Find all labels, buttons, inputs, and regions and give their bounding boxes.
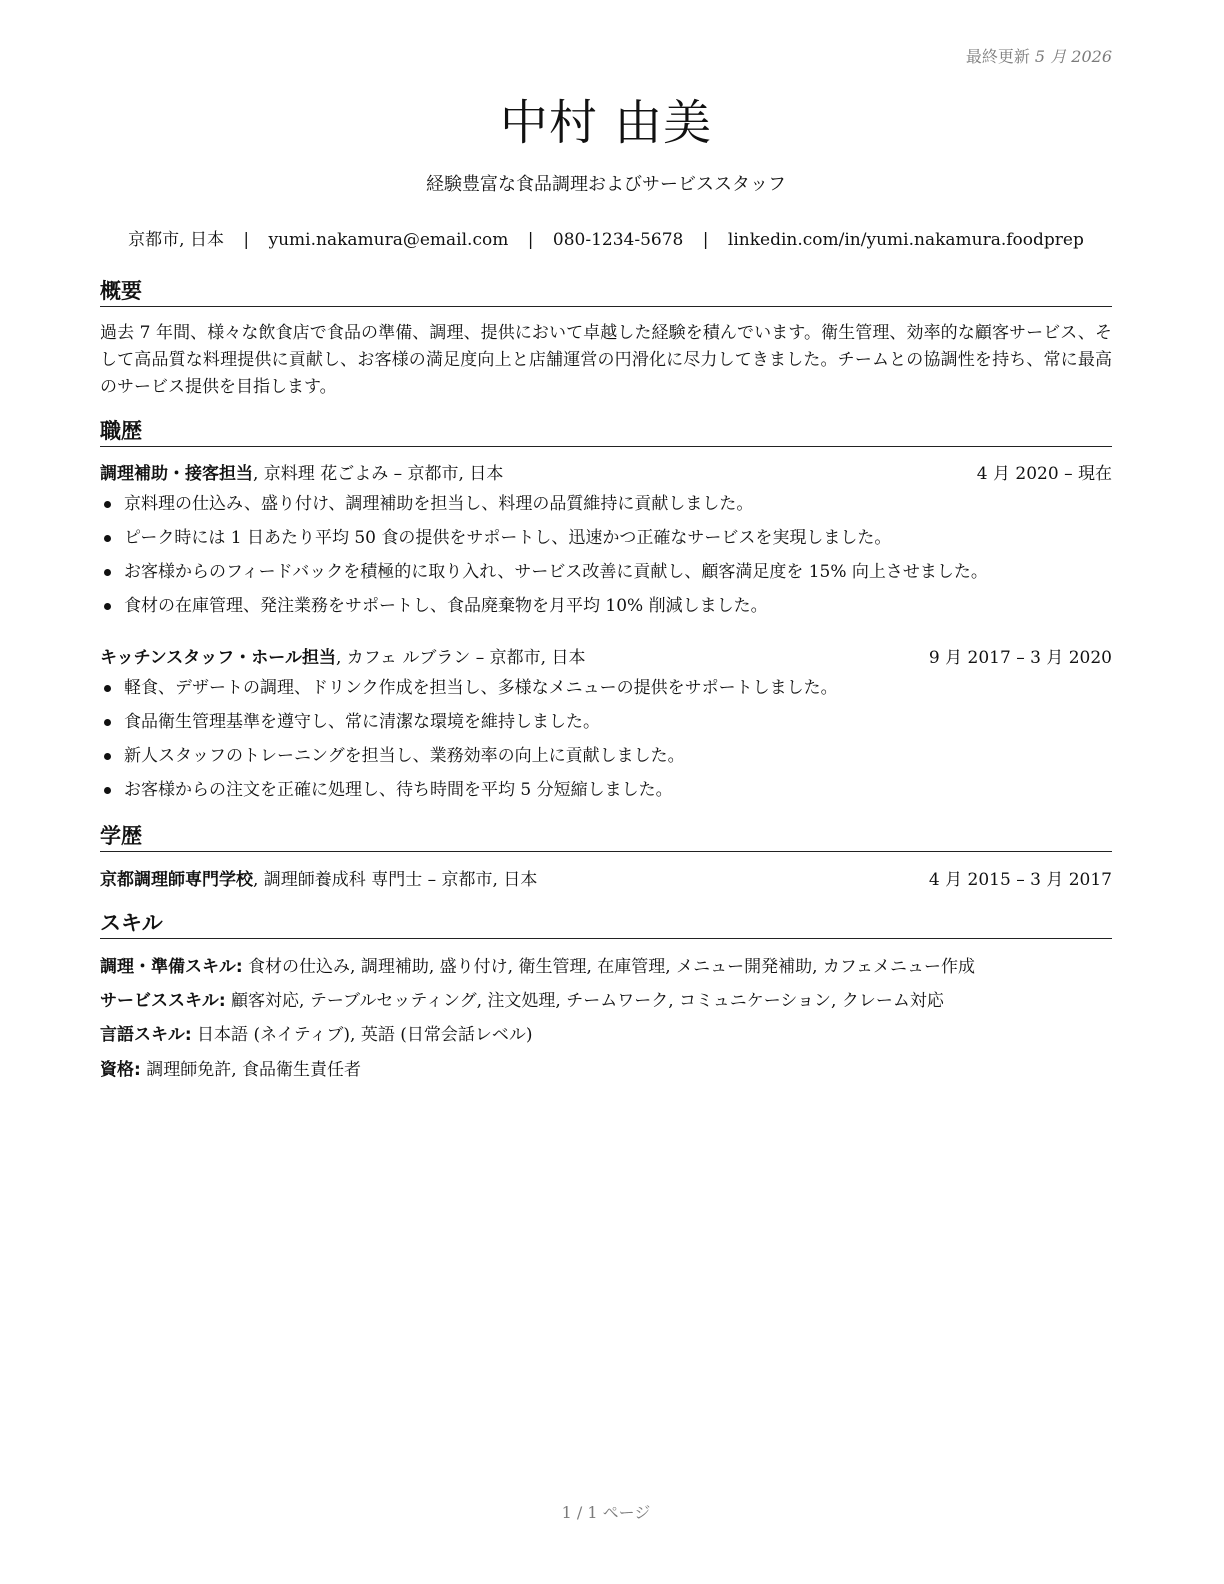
- section-title-summary: 概要: [100, 278, 1112, 307]
- bullet-text: お客様からのフィードバックを積極的に取り入れ、サービス改善に貢献し、顧客満足度を 15% 向上させました。: [124, 562, 988, 582]
- contact-separator: |: [527, 230, 534, 250]
- skill-label: 調理・準備スキル:: [100, 957, 243, 977]
- list-item: [100, 589, 1112, 623]
- contact-email-link[interactable]: yumi.nakamura@email.com: [268, 230, 509, 250]
- bullet-icon: [104, 787, 111, 794]
- last-updated-label: 最終更新: [965, 47, 1030, 66]
- contact-separator: |: [243, 230, 250, 250]
- bullet-text: 食品衛生管理基準を遵守し、常に清潔な環境を維持しました。: [124, 712, 600, 732]
- last-updated: [966, 44, 1112, 67]
- resume-page: [100, 0, 1112, 1584]
- skill-line: [100, 989, 1112, 1013]
- list-item: [100, 671, 1112, 705]
- contact-location: 京都市, 日本: [128, 230, 224, 250]
- bullet-icon: [104, 719, 111, 726]
- skill-label: サービススキル:: [100, 991, 226, 1011]
- section-title-education: 学歴: [100, 823, 1112, 852]
- education-school: 京都調理師専門学校: [100, 870, 253, 890]
- job-bullets: [100, 487, 1112, 623]
- list-item: [100, 739, 1112, 773]
- bullet-icon: [104, 753, 111, 760]
- job-dates: 4 月 2020 – 現在: [976, 464, 1112, 484]
- job-org-location: , カフェ ルブラン – 京都市, 日本: [335, 648, 586, 668]
- skill-value: 日本語 (ネイティブ), 英語 (日常会話レベル): [191, 1025, 533, 1045]
- bullet-text: ピーク時には 1 日あたり平均 50 食の提供をサポートし、迅速かつ正確なサービスを実現しました。: [124, 528, 892, 548]
- education-dates: 4 月 2015 – 3 月 2017: [928, 870, 1112, 890]
- skill-label: 言語スキル:: [100, 1025, 192, 1045]
- list-item: [100, 487, 1112, 521]
- job-role: 調理補助・接客担当: [100, 464, 253, 484]
- contact-linkedin-link[interactable]: linkedin.com/in/yumi.nakamura.foodprep: [727, 230, 1084, 250]
- bullet-text: 食材の在庫管理、発注業務をサポートし、食品廃棄物を月平均 10% 削減しました。: [124, 596, 768, 616]
- bullet-text: 新人スタッフのトレーニングを担当し、業務効率の向上に貢献しました。: [124, 746, 685, 766]
- skill-value: 調理師免許, 食品衛生責任者: [140, 1060, 362, 1080]
- list-item: [100, 773, 1112, 807]
- list-item: [100, 705, 1112, 739]
- last-updated-date: 5 月 2026: [1034, 47, 1112, 66]
- skill-value: 食材の仕込み, 調理補助, 盛り付け, 衛生管理, 在庫管理, メニュー開発補助, カフェメニュー作成: [242, 957, 976, 977]
- list-item: [100, 521, 1112, 555]
- contact-line: [80, 225, 1132, 250]
- section-title-skills: スキル: [100, 910, 1112, 939]
- job-bullets: [100, 671, 1112, 807]
- bullet-icon: [104, 501, 111, 508]
- job-role: キッチンスタッフ・ホール担当: [100, 648, 336, 668]
- bullet-icon: [104, 569, 111, 576]
- bullet-icon: [104, 535, 111, 542]
- bullet-icon: [104, 603, 111, 610]
- job-dates: 9 月 2017 – 3 月 2020: [928, 648, 1112, 668]
- bullet-icon: [104, 685, 111, 692]
- job-org-location: , 京料理 花ごよみ – 京都市, 日本: [253, 464, 504, 484]
- list-item: [100, 555, 1112, 589]
- skill-label: 資格:: [100, 1060, 141, 1080]
- page-indicator: 1 / 1 ページ: [561, 1503, 651, 1522]
- skill-value: 顧客対応, テーブルセッティング, 注文処理, チームワーク, コミュニケーション, クレーム対応: [225, 991, 944, 1011]
- skill-line: [100, 1058, 1112, 1082]
- contact-separator: |: [702, 230, 709, 250]
- section-title-experience: 職歴: [100, 418, 1112, 447]
- bullet-text: お客様からの注文を正確に処理し、待ち時間を平均 5 分短縮しました。: [124, 780, 673, 800]
- headline: 経験豊富な食品調理およびサービススタッフ: [426, 174, 786, 195]
- contact-phone: 080-1234-5678: [552, 230, 684, 250]
- skill-line: [100, 955, 1112, 979]
- education-detail: , 調理師養成科 専門士 – 京都市, 日本: [253, 870, 538, 890]
- bullet-text: 京料理の仕込み、盛り付け、調理補助を担当し、料理の品質維持に貢献しました。: [124, 494, 754, 514]
- bullet-text: 軽食、デザートの調理、ドリンク作成を担当し、多様なメニューの提供をサポートしました。: [124, 678, 838, 698]
- candidate-name: 中村 由美: [499, 95, 713, 151]
- skill-line: [100, 1023, 1112, 1047]
- summary-text: 過去 7 年間、様々な飲食店で食品の準備、調理、提供において卓越した経験を積んでいます。衛生管理、効率的な顧客サービス、そして高品質な料理提供に貢献し、お客様の満足度向上と店舗運営の円滑化に尽力してきました。チームとの協調性を持ち、常に最高のサービス提供を目指します。: [100, 323, 1112, 397]
